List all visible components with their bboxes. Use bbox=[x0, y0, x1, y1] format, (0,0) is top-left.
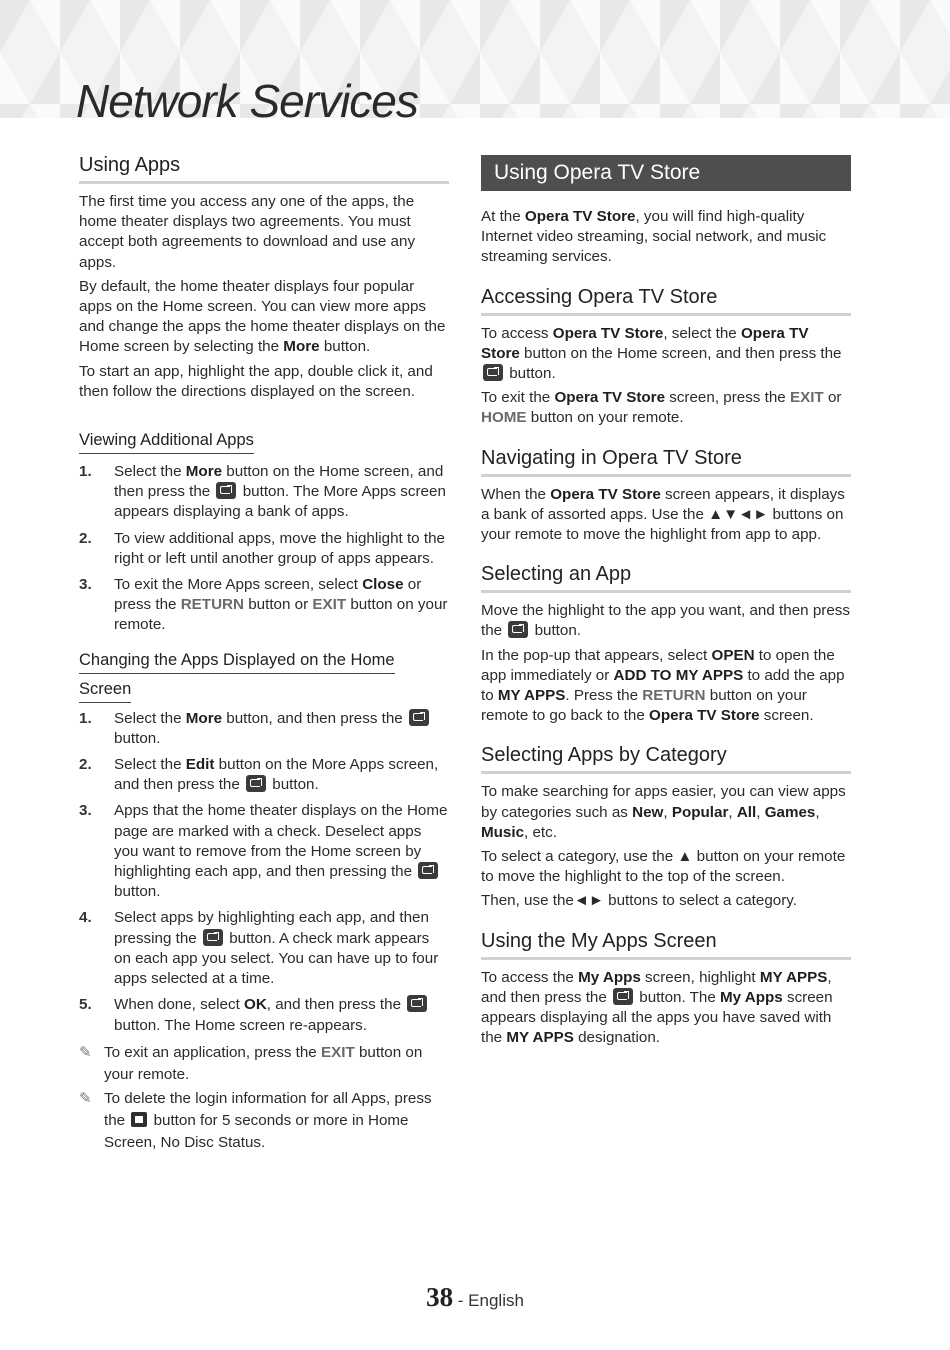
navigating-section bbox=[481, 443, 851, 546]
enter-button-icon bbox=[216, 482, 236, 499]
page-language: - English bbox=[453, 1291, 524, 1310]
opera-store-section bbox=[481, 155, 851, 268]
using-apps-section bbox=[79, 150, 449, 402]
section-heading: Using Opera TV Store bbox=[481, 155, 851, 191]
enter-button-icon bbox=[418, 862, 438, 879]
note: ✎ To delete the login information for all Apps, press the button for 5 seconds or more in Home Screen, No Disc Status. bbox=[79, 1089, 432, 1151]
subsection-heading: Changing the Apps Displayed on the Home Screen bbox=[79, 650, 419, 705]
page-footer bbox=[0, 1282, 950, 1313]
enter-button-icon bbox=[508, 621, 528, 638]
paragraph: When the Opera TV Store screen appears, it displays a bank of assorted apps. Use the ▲▼◄► buttons on your remote to move the highlight from app to app. bbox=[481, 485, 845, 544]
paragraph: To access Opera TV Store, select the Opera TV Store button on the Home screen, and then press the button. bbox=[481, 324, 842, 383]
paragraph: To make searching for apps easier, you can view apps by categories such as New, Popular, All, Games, Music, etc. bbox=[481, 783, 846, 841]
list-item: 3. Apps that the home theater displays on the Home page are marked with a check. Deselect apps you want to remove from the Home screen by highlighting each app, and then pressing the button. bbox=[79, 802, 448, 901]
page-number: 38 bbox=[426, 1282, 454, 1312]
section-heading: Selecting Apps by Category bbox=[481, 740, 851, 774]
subsection-heading: Viewing Additional Apps bbox=[79, 430, 254, 454]
viewing-apps-section bbox=[79, 416, 449, 636]
enter-button-icon bbox=[246, 775, 266, 792]
section-heading: Accessing Opera TV Store bbox=[481, 282, 851, 316]
pencil-icon: ✎ bbox=[79, 1043, 92, 1061]
step-list bbox=[79, 462, 449, 636]
section-heading: Using the My Apps Screen bbox=[481, 926, 851, 960]
section-heading: Navigating in Opera TV Store bbox=[481, 443, 851, 477]
list-item: 4. Select apps by highlighting each app, and then pressing the button. A check mark appears on each app you select. You can have up to four apps selected at a time. bbox=[79, 909, 439, 988]
paragraph: To select a category, use the ▲ button on your remote to move the highlight to the top of the screen. bbox=[481, 848, 846, 886]
section-heading: Using Apps bbox=[79, 150, 449, 184]
enter-button-icon bbox=[483, 364, 503, 381]
accessing-section bbox=[481, 282, 851, 429]
paragraph: In the pop-up that appears, select OPEN to open the app immediately or ADD TO MY APPS to add the app to MY APPS. Press the RETURN button on your remote to go back to the Opera TV Store screen. bbox=[481, 646, 845, 725]
page-title: Network Services bbox=[76, 75, 418, 127]
selecting-app-section bbox=[481, 559, 851, 726]
paragraph: To start an app, highlight the app, double click it, and then follow the directions displayed on the screen. bbox=[79, 362, 433, 400]
pencil-icon: ✎ bbox=[79, 1089, 92, 1107]
category-section bbox=[481, 740, 851, 911]
left-column bbox=[79, 150, 449, 1156]
enter-button-icon bbox=[203, 929, 223, 946]
changing-apps-section bbox=[79, 650, 449, 1154]
list-item: 1. Select the More button on the Home screen, and then press the button. The More Apps screen appears displaying a bank of apps. bbox=[79, 463, 446, 521]
paragraph: To access the My Apps screen, highlight MY APPS, and then press the button. The My Apps screen appears displaying all the apps you have saved with the MY APPS designation. bbox=[481, 968, 833, 1047]
paragraph: At the Opera TV Store, you will find high-quality Internet video streaming, social network, and music streaming services. bbox=[481, 208, 827, 266]
paragraph: The first time you access any one of the apps, the home theater displays two agreements. You must accept both agreements to download and use any apps. bbox=[79, 193, 416, 271]
my-apps-section bbox=[481, 926, 851, 1049]
section-heading: Selecting an App bbox=[481, 559, 851, 593]
paragraph: Move the highlight to the app you want, and then press the button. bbox=[481, 602, 850, 640]
list-item: 1. Select the More button, and then press the button. bbox=[79, 709, 449, 749]
paragraph: To exit the Opera TV Store screen, press the EXIT or HOME button on your remote. bbox=[481, 389, 842, 427]
stop-button-icon bbox=[131, 1112, 147, 1127]
list-item: 5. When done, select OK, and then press the button. The Home screen re-appears. bbox=[79, 995, 449, 1035]
paragraph: By default, the home theater displays four popular apps on the Home screen. You can view more apps and change the apps the home theater displays on the Home screen by selecting the More button. bbox=[79, 277, 446, 356]
right-column bbox=[481, 150, 851, 1062]
enter-button-icon bbox=[409, 709, 429, 726]
enter-button-icon bbox=[613, 988, 633, 1005]
list-item: 2. Select the Edit button on the More Apps screen, and then press the button. bbox=[79, 756, 439, 794]
paragraph: Then, use the◄► buttons to select a category. bbox=[481, 892, 797, 910]
enter-button-icon bbox=[407, 995, 427, 1012]
note: ✎ To exit an application, press the EXIT button on your remote. bbox=[79, 1043, 423, 1083]
list-item: 3. To exit the More Apps screen, select Close or press the RETURN button or EXIT button on your remote. bbox=[79, 576, 448, 634]
step-list bbox=[79, 709, 449, 1036]
arrow-buttons-icon: ▲▼◄► bbox=[708, 505, 769, 523]
list-item: 2. To view additional apps, move the highlight to the right or left until another group of apps appears. bbox=[79, 529, 445, 567]
